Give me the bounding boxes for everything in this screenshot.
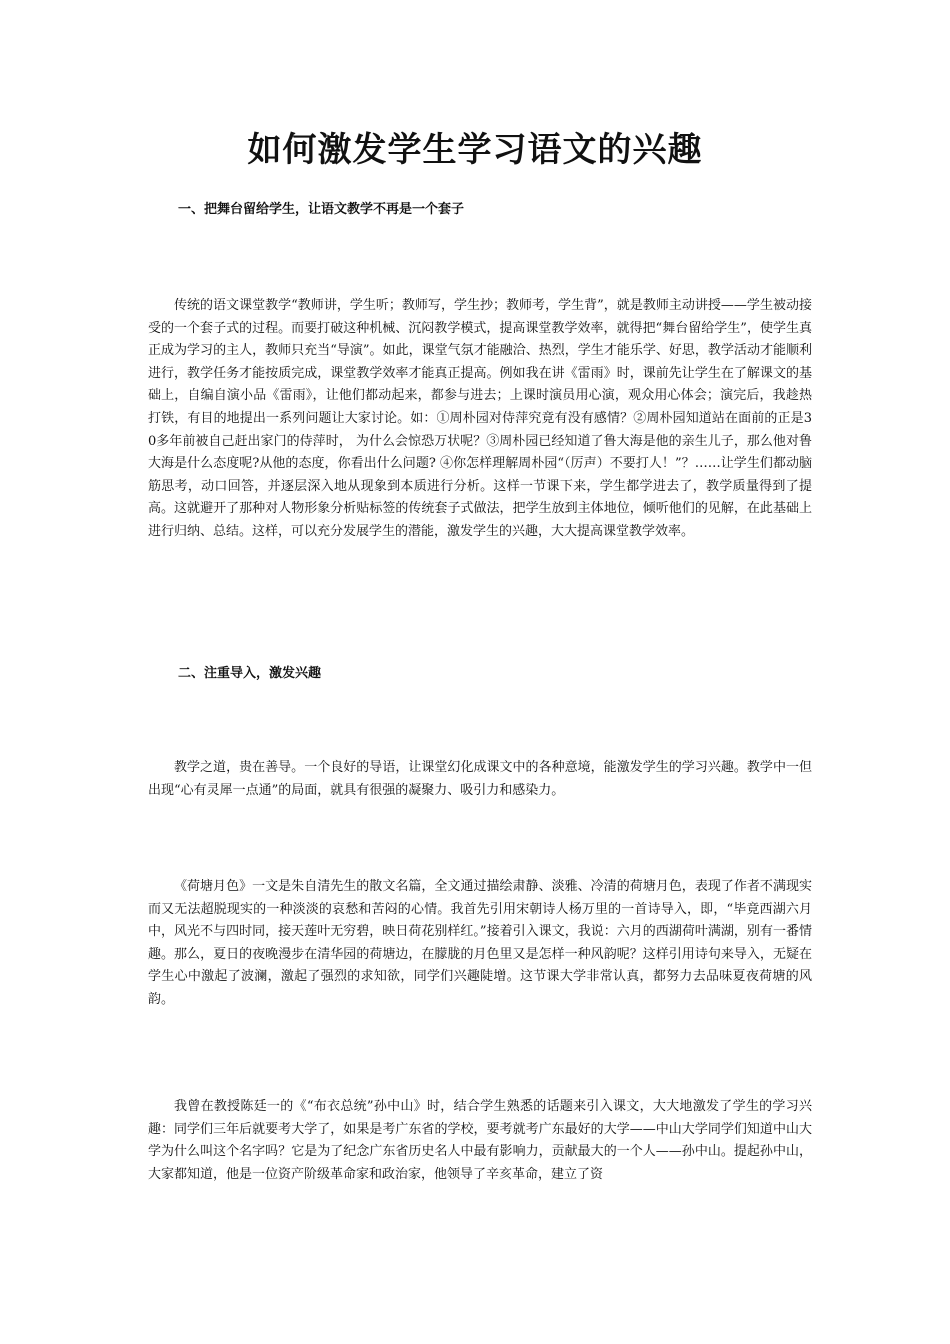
section-2-paragraph-3: 我曾在教授陈廷一的《“布衣总统”孙中山》时，结合学生熟悉的话题来引入课文，大大地激发了学生的学习兴趣：同学们三年后就要考大学了，如果是考广东省的学校，要考就考广东最好的大学——中山大学同学们知道中山大学为什么叫这个名字吗？它是为了纪念广东省历史名人中最有影响力，贡献最大的一个人——孙中山。提起孙中山，大家都知道，他是一位资产阶级革命家和政治家，他领导了辛亥革命，建立了资 — [148, 1099, 812, 1182]
document-title: 如何激发学生学习语文的兴趣 — [247, 130, 703, 170]
section-2-paragraph-1: 教学之道，贵在善导。一个良好的导语，让课堂幻化成课文中的各种意境，能激发学生的学习兴趣。教学中一但出现“心有灵犀一点通”的局面，就具有很强的凝聚力、吸引力和感染力。 — [148, 760, 812, 798]
section-1-paragraph-1: 传统的语文课堂教学“教师讲，学生听；教师写，学生抄；教师考，学生背”，就是教师主动讲授——学生被动接受的一个套子式的过程。而要打破这种机械、沉闷教学模式，提高课堂教学效率，就得把“舞台留给学生”，使学生真正成为学习的主人，教师只充当“导演”。如此，课堂气氛才能融洽、热烈，学生才能乐学、好思，教学活动才能顺利进行，教学任务才能按质完成，课堂教学效率才能真正提高。例如我在讲《雷雨》时，课前先让学生在了解课文的基础上，自编自演小品《雷雨》，让他们都动起来，都参与进去；上课时演员用心演，观众用心体会；演完后，我趁热打铁，有目的地提出一系列问题让大家讨论。如：①周朴园对侍萍究竟有没有感情？②周朴园知道站在面前的正是30多年前被自己赶出家门的侍萍时， 为什么会惊恐万状呢？③周朴园已经知道了鲁大海是他的亲生儿子，那么他对鲁大海是什么态度呢?从他的态度，你看出什么问题? ④你怎样理解周朴园“（厉声）不要打人！”？……让学生们都动脑筋思考，动口回答，并逐层深入地从现象到本质进行分析。这样一节课下来，学生都学进去了，教学质量得到了提高。这就避开了那种对人物形象分析贴标签的传统套子式做法，把学生放到主体地位，倾听他们的见解，在此基础上进行归纳、总结。这样，可以充分发展学生的潜能，激发学生的兴趣，大大提高课堂教学效率。 — [148, 298, 812, 539]
section-heading-2: 二、注重导入，激发兴趣 — [178, 666, 322, 681]
section-heading-1: 一、把舞台留给学生，让语文教学不再是一个套子 — [178, 202, 465, 217]
section-2-paragraph-2: 《荷塘月色》一文是朱自清先生的散文名篇，全文通过描绘肃静、淡雅、冷清的荷塘月色，表现了作者不满现实而又无法超脱现实的一种淡淡的哀愁和苦闷的心情。我首先引用宋朝诗人杨万里的一首诗导入，即，“毕竟西湖六月中，风光不与四时同，接天莲叶无穷碧，映日荷花别样红。”接着引入课文，我说：六月的西湖荷叶满湖，别有一番情趣。那么，夏日的夜晚漫步在清华园的荷塘边，在朦胧的月色里又是怎样一种风韵呢？这样引用诗句来导入，无疑在学生心中激起了波澜，激起了强烈的求知欲，同学们兴趣陡增。这节课大学非常认真，都努力去品味夏夜荷塘的风韵。 — [148, 879, 812, 1007]
